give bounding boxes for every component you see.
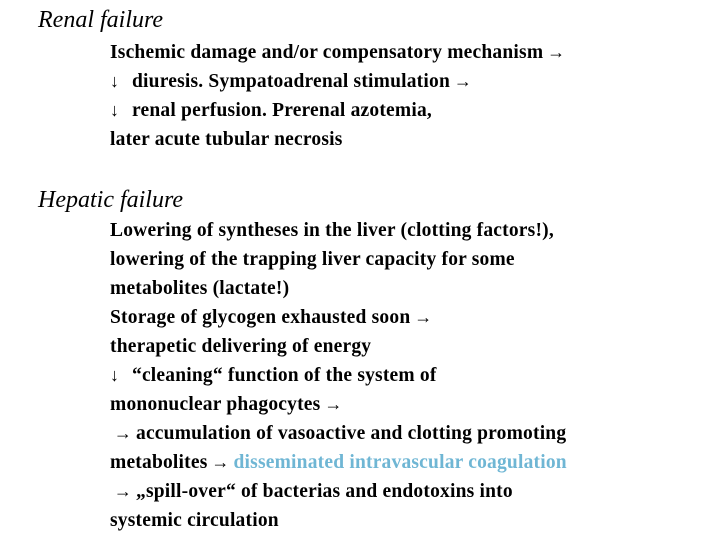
- text-line: [110, 361, 567, 390]
- text-line: [110, 419, 567, 448]
- text-segment: accumulation of vasoactive and clotting promoting: [136, 423, 567, 444]
- arrow-right-icon: →: [414, 307, 433, 327]
- arrow-right-icon: →: [113, 481, 133, 501]
- text-line: [110, 125, 569, 154]
- text-line: [110, 390, 567, 419]
- renal-failure-text: [110, 38, 569, 154]
- text-segment: metabolites: [110, 452, 208, 473]
- text-line: [110, 477, 567, 506]
- text-line: [110, 38, 569, 67]
- text-line: [110, 506, 567, 535]
- arrow-right-icon: →: [453, 71, 473, 91]
- arrow-down-icon: ↓: [110, 365, 120, 385]
- arrow-right-icon: →: [547, 42, 566, 62]
- text-line: [110, 96, 569, 125]
- arrow-right-icon: →: [113, 423, 133, 443]
- text-line: [110, 303, 567, 332]
- text-segment: „spill-over“ of bacterias and endotoxins into: [136, 481, 513, 502]
- text-segment: “cleaning“ function of the system of: [132, 365, 437, 386]
- text-line: [110, 274, 567, 303]
- arrow-right-icon: →: [211, 452, 230, 472]
- text-line: [110, 216, 567, 245]
- hepatic-failure-text: [110, 216, 567, 535]
- text-segment: Lowering of syntheses in the liver (clotting factors!),: [110, 220, 554, 241]
- text-line: [110, 67, 569, 96]
- text-segment: Storage of glycogen exhausted soon: [110, 307, 411, 328]
- text-segment: Ischemic damage and/or compensatory mechanism: [110, 42, 544, 63]
- arrow-down-icon: ↓: [110, 71, 120, 91]
- text-line: [110, 332, 567, 361]
- text-segment: lowering of the trapping liver capacity for some: [110, 249, 515, 270]
- renal-failure-heading: Renal failure: [38, 7, 164, 33]
- text-line: [110, 448, 567, 477]
- text-segment: metabolites (lactate!): [110, 278, 290, 299]
- hepatic-failure-heading: Hepatic failure: [38, 187, 184, 213]
- arrow-down-icon: ↓: [110, 100, 120, 120]
- text-segment: mononuclear phagocytes: [110, 394, 321, 415]
- text-segment: renal perfusion. Prerenal azotemia,: [132, 100, 432, 121]
- highlighted-term: disseminated intravascular coagulation: [233, 452, 567, 473]
- text-segment: later acute tubular necrosis: [110, 129, 343, 150]
- text-segment: systemic circulation: [110, 510, 279, 531]
- text-segment: therapetic delivering of energy: [110, 336, 372, 357]
- text-segment: diuresis. Sympatoadrenal stimulation: [132, 71, 450, 92]
- text-line: [110, 245, 567, 274]
- arrow-right-icon: →: [324, 394, 343, 414]
